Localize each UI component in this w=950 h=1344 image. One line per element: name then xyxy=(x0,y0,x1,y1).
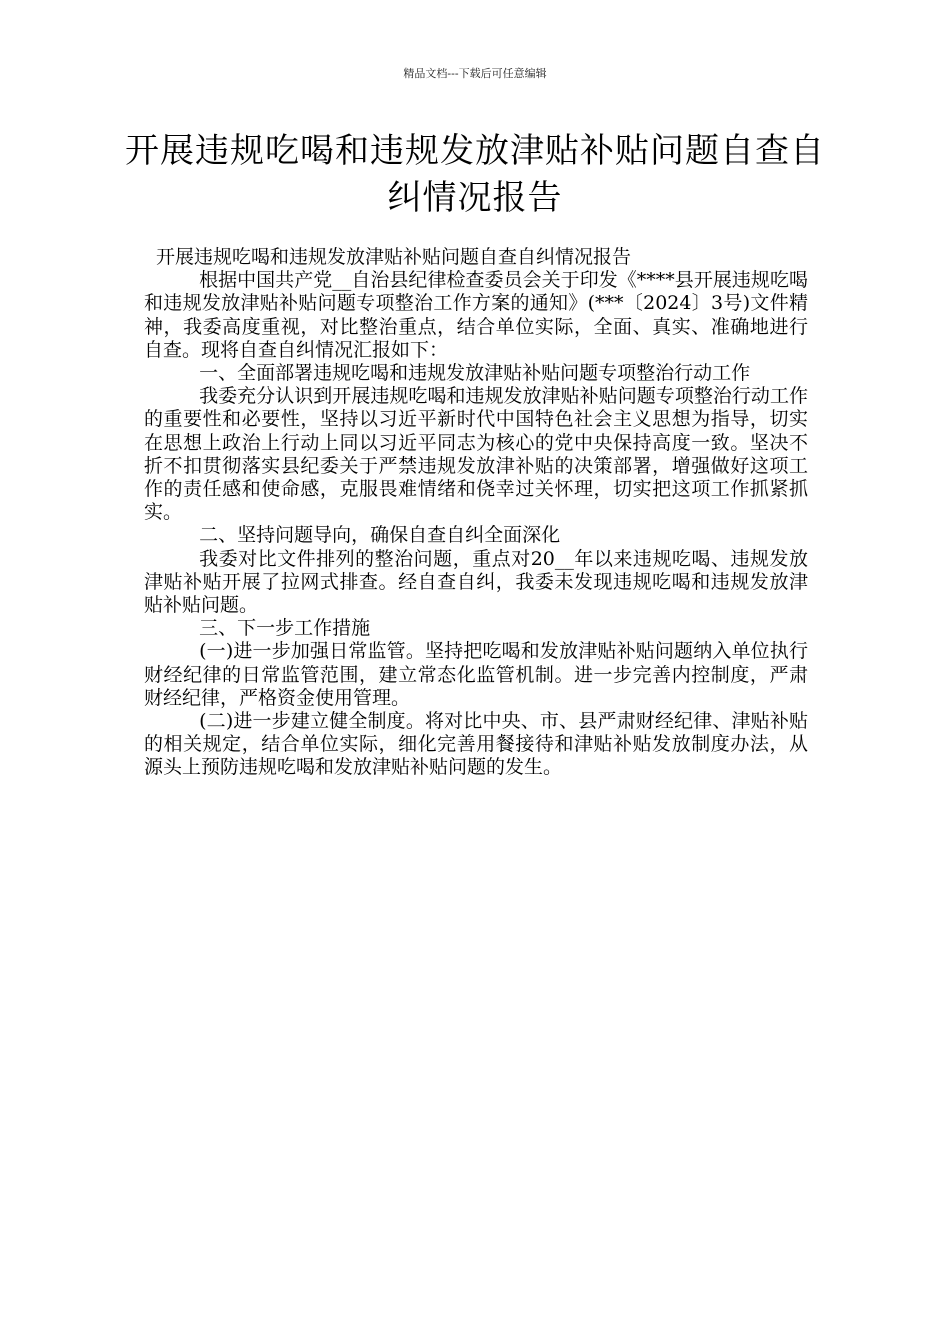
intro-paragraph: 根据中国共产党__自治县纪律检查委员会关于印发《****县开展违规吃喝和违规发放津贴补贴问题专项整治工作方案的通知》(***〔2024〕3号)文件精神，我委高度重视，对比整治重点，结合单位实际，全面、真实、准确地进行自查。现将自查自纠情况汇报如下： xyxy=(144,269,808,361)
measure-paragraph-2: (二)进一步建立健全制度。将对比中央、市、县严肃财经纪律、津贴补贴的相关规定，结合单位实际，细化完善用餐接待和津贴补贴发放制度办法，从源头上预防违规吃喝和发放津贴补贴问题的发生。 xyxy=(144,710,808,779)
section-heading-1: 一、全面部署违规吃喝和违规发放津贴补贴问题专项整治行动工作 xyxy=(199,362,751,385)
header-note: 精品文档---下载后可任意编辑 xyxy=(403,67,547,80)
body-paragraph: 我委对比文件排列的整治问题，重点对20__年以来违规吃喝、违规发放津贴补贴开展了拉网式排查。经自查自纠，我委未发现违规吃喝和违规发放津贴补贴问题。 xyxy=(144,547,808,617)
document-body xyxy=(144,246,808,780)
section-heading-3: 三、下一步工作措施 xyxy=(199,617,371,640)
body-paragraph: 我委充分认识到开展违规吃喝和违规发放津贴补贴问题专项整治行动工作的重要性和必要性，坚持以习近平新时代中国特色社会主义思想为指导，切实在思想上政治上行动上同以习近平同志为核心的党中央保持高度一致。坚决不折不扣贯彻落实县纪委关于严禁违规发放津补贴的决策部署，增强做好这项工作的责任感和使命感，克服畏难情绪和侥幸过关怀理，切实把这项工作抓紧抓实。 xyxy=(144,385,808,524)
measure-paragraph-1: (一)进一步加强日常监管。坚持把吃喝和发放津贴补贴问题纳入单位执行财经纪律的日常监管范围，建立常态化监管机制。进一步完善内控制度，严肃财经纪律，严格资金使用管理。 xyxy=(144,640,808,709)
section-heading-2: 二、坚持问题导向，确保自查自纠全面深化 xyxy=(199,524,561,547)
document-subtitle: 开展违规吃喝和违规发放津贴补贴问题自查自纠情况报告 xyxy=(156,246,632,268)
document-title: 开展违规吃喝和违规发放津贴补贴问题自查自纠情况报告 xyxy=(125,131,825,218)
